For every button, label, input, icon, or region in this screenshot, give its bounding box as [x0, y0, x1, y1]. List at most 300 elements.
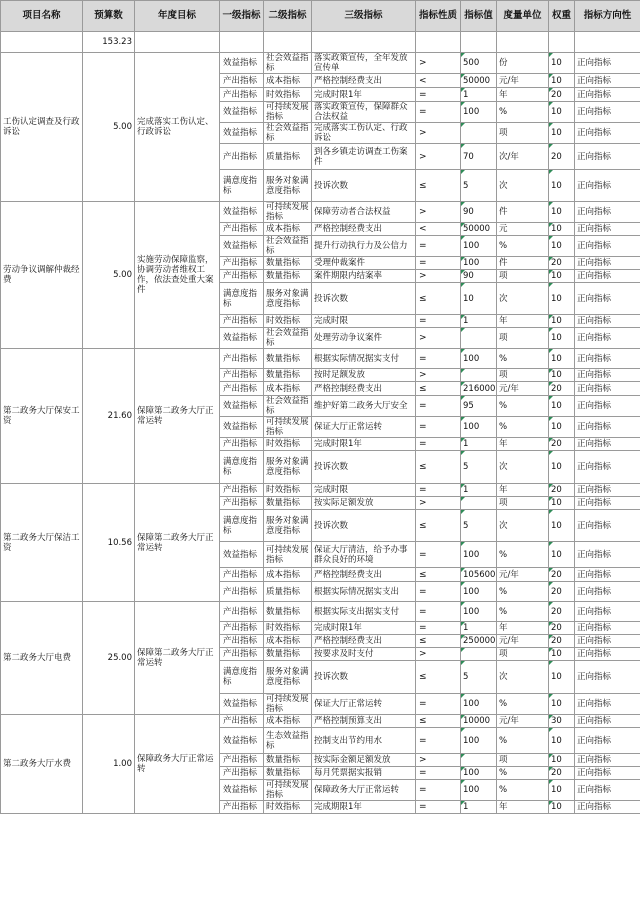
indicator-nature: = — [416, 88, 461, 102]
measure-unit: 元/年 — [497, 635, 549, 648]
indicator-nature: = — [416, 582, 461, 602]
table-row — [1, 349, 640, 369]
level3-indicator: 案件期限内结案率 — [312, 270, 416, 283]
indicator-value: 100 — [461, 767, 497, 780]
project-budget: 25.00 — [83, 602, 135, 715]
direction: 正向指标 — [575, 349, 640, 369]
level3-indicator: 完成落实工伤认定、行政诉讼 — [312, 123, 416, 144]
direction: 正向指标 — [575, 144, 640, 170]
measure-unit: 件 — [497, 202, 549, 223]
indicator-value — [461, 754, 497, 767]
weight: 10 — [549, 74, 575, 88]
level2-indicator: 数量指标 — [264, 270, 312, 283]
measure-unit: % — [497, 102, 549, 123]
indicator-value — [461, 648, 497, 661]
level2-indicator: 可持续发展指标 — [264, 780, 312, 801]
direction: 正向指标 — [575, 451, 640, 484]
header-annual-goal: 年度目标 — [135, 1, 220, 32]
direction: 正向指标 — [575, 223, 640, 236]
level2-indicator: 服务对象满意度指标 — [264, 170, 312, 202]
indicator-value: 5 — [461, 451, 497, 484]
indicator-value: 105600 — [461, 568, 497, 582]
indicator-value: 100 — [461, 542, 497, 568]
project-budget: 1.00 — [83, 715, 135, 814]
measure-unit: % — [497, 728, 549, 754]
project-goal: 完成落实工伤认定、行政诉讼 — [135, 53, 220, 202]
measure-unit: % — [497, 694, 549, 715]
indicator-nature: = — [416, 767, 461, 780]
level2-indicator: 服务对象满意度指标 — [264, 661, 312, 694]
weight: 10 — [549, 315, 575, 328]
measure-unit: % — [497, 582, 549, 602]
weight: 20 — [549, 382, 575, 396]
project-goal: 保障第二政务大厅正常运转 — [135, 602, 220, 715]
level2-indicator: 社会效益指标 — [264, 396, 312, 417]
level3-indicator: 投诉次数 — [312, 283, 416, 315]
level2-indicator: 成本指标 — [264, 635, 312, 648]
level2-indicator: 时效指标 — [264, 801, 312, 814]
level1-indicator: 产出指标 — [220, 270, 264, 283]
direction: 正向指标 — [575, 396, 640, 417]
measure-unit: 项 — [497, 270, 549, 283]
indicator-value: 100 — [461, 236, 497, 257]
level1-indicator: 效益指标 — [220, 53, 264, 74]
weight: 10 — [549, 53, 575, 74]
level3-indicator: 严格控制预算支出 — [312, 715, 416, 728]
level2-indicator: 数量指标 — [264, 257, 312, 270]
level3-indicator: 提升行动执行力及公信力 — [312, 236, 416, 257]
level2-indicator: 数量指标 — [264, 648, 312, 661]
indicator-nature: = — [416, 801, 461, 814]
total-label-cell — [1, 32, 83, 53]
level2-indicator: 服务对象满意度指标 — [264, 510, 312, 542]
direction: 正向指标 — [575, 438, 640, 451]
weight: 10 — [549, 754, 575, 767]
measure-unit: 年 — [497, 622, 549, 635]
project-name: 劳动争议调解仲裁经费 — [1, 202, 83, 349]
indicator-nature: = — [416, 396, 461, 417]
level2-indicator: 社会效益指标 — [264, 236, 312, 257]
level3-indicator: 投诉次数 — [312, 170, 416, 202]
level1-indicator: 产出指标 — [220, 754, 264, 767]
level3-indicator: 完成时限 — [312, 484, 416, 497]
header-budget: 预算数 — [83, 1, 135, 32]
weight: 10 — [549, 801, 575, 814]
indicator-value: 100 — [461, 582, 497, 602]
level2-indicator: 生态效益指标 — [264, 728, 312, 754]
indicator-value: 1 — [461, 484, 497, 497]
indicator-value: 70 — [461, 144, 497, 170]
level2-indicator: 时效指标 — [264, 315, 312, 328]
indicator-nature: ≤ — [416, 715, 461, 728]
direction: 正向指标 — [575, 484, 640, 497]
direction: 正向指标 — [575, 53, 640, 74]
weight: 20 — [549, 767, 575, 780]
level3-indicator: 投诉次数 — [312, 510, 416, 542]
indicator-value — [461, 328, 497, 349]
level2-indicator: 成本指标 — [264, 74, 312, 88]
direction: 正向指标 — [575, 417, 640, 438]
level1-indicator: 效益指标 — [220, 328, 264, 349]
indicator-nature: > — [416, 328, 461, 349]
indicator-nature: > — [416, 202, 461, 223]
level3-indicator: 投诉次数 — [312, 451, 416, 484]
direction: 正向指标 — [575, 780, 640, 801]
level3-indicator: 处理劳动争议案件 — [312, 328, 416, 349]
level3-indicator: 受理仲裁案件 — [312, 257, 416, 270]
level2-indicator: 数量指标 — [264, 754, 312, 767]
direction: 正向指标 — [575, 102, 640, 123]
level1-indicator: 满意度指标 — [220, 510, 264, 542]
total-budget: 153.23 — [83, 32, 135, 53]
weight: 10 — [549, 661, 575, 694]
direction: 正向指标 — [575, 236, 640, 257]
level1-indicator: 满意度指标 — [220, 661, 264, 694]
weight: 20 — [549, 144, 575, 170]
level2-indicator: 质量指标 — [264, 582, 312, 602]
measure-unit: % — [497, 767, 549, 780]
level1-indicator: 产出指标 — [220, 715, 264, 728]
level1-indicator: 效益指标 — [220, 728, 264, 754]
weight: 20 — [549, 484, 575, 497]
level2-indicator: 可持续发展指标 — [264, 202, 312, 223]
indicator-value: 10 — [461, 283, 497, 315]
level1-indicator: 产出指标 — [220, 369, 264, 382]
level1-indicator: 产出指标 — [220, 315, 264, 328]
weight: 10 — [549, 510, 575, 542]
weight: 10 — [549, 417, 575, 438]
indicator-nature: = — [416, 694, 461, 715]
indicator-value: 100 — [461, 257, 497, 270]
weight: 10 — [549, 236, 575, 257]
indicator-value: 5 — [461, 170, 497, 202]
indicator-nature: = — [416, 257, 461, 270]
project-name: 第二政务大厅保安工资 — [1, 349, 83, 484]
project-name: 第二政务大厅保洁工资 — [1, 484, 83, 602]
indicator-value: 10000 — [461, 715, 497, 728]
level3-indicator: 保障政务大厅正常运转 — [312, 780, 416, 801]
weight: 10 — [549, 170, 575, 202]
measure-unit: % — [497, 236, 549, 257]
level3-indicator: 根据实际情况据实支出 — [312, 582, 416, 602]
level3-indicator: 严格控制经费支出 — [312, 223, 416, 236]
weight: 10 — [549, 369, 575, 382]
level1-indicator: 效益指标 — [220, 694, 264, 715]
header-direction: 指标方向性 — [575, 1, 640, 32]
level2-indicator: 数量指标 — [264, 767, 312, 780]
weight: 20 — [549, 438, 575, 451]
level1-indicator: 产出指标 — [220, 635, 264, 648]
level1-indicator: 产出指标 — [220, 382, 264, 396]
project-name: 工伤认定调查及行政诉讼 — [1, 53, 83, 202]
indicator-value: 90 — [461, 202, 497, 223]
indicator-value: 50000 — [461, 223, 497, 236]
measure-unit: 年 — [497, 484, 549, 497]
weight: 10 — [549, 283, 575, 315]
level1-indicator: 产出指标 — [220, 223, 264, 236]
measure-unit: 年 — [497, 88, 549, 102]
weight: 20 — [549, 568, 575, 582]
level2-indicator: 时效指标 — [264, 438, 312, 451]
level2-indicator: 可持续发展指标 — [264, 417, 312, 438]
project-goal: 保障第二政务大厅正常运转 — [135, 484, 220, 602]
level3-indicator: 完成时限1年 — [312, 438, 416, 451]
weight: 10 — [549, 202, 575, 223]
level1-indicator: 效益指标 — [220, 542, 264, 568]
direction: 正向指标 — [575, 582, 640, 602]
measure-unit: 项 — [497, 648, 549, 661]
direction: 正向指标 — [575, 602, 640, 622]
direction: 正向指标 — [575, 622, 640, 635]
indicator-nature: ≤ — [416, 661, 461, 694]
header-level1: 一级指标 — [220, 1, 264, 32]
measure-unit: 项 — [497, 328, 549, 349]
project-budget: 5.00 — [83, 53, 135, 202]
level1-indicator: 产出指标 — [220, 648, 264, 661]
measure-unit: % — [497, 396, 549, 417]
project-name: 第二政务大厅电费 — [1, 602, 83, 715]
direction: 正向指标 — [575, 369, 640, 382]
table-row — [1, 602, 640, 622]
level1-indicator: 效益指标 — [220, 396, 264, 417]
indicator-nature: = — [416, 780, 461, 801]
level1-indicator: 效益指标 — [220, 780, 264, 801]
indicator-nature: ≤ — [416, 451, 461, 484]
level2-indicator: 数量指标 — [264, 602, 312, 622]
indicator-nature: > — [416, 123, 461, 144]
level1-indicator: 效益指标 — [220, 123, 264, 144]
measure-unit: % — [497, 417, 549, 438]
indicator-nature: = — [416, 438, 461, 451]
direction: 正向指标 — [575, 315, 640, 328]
header-row — [1, 1, 640, 32]
level3-indicator: 严格控制经费支出 — [312, 635, 416, 648]
indicator-value — [461, 123, 497, 144]
level3-indicator: 投诉次数 — [312, 661, 416, 694]
level1-indicator: 产出指标 — [220, 349, 264, 369]
weight: 20 — [549, 257, 575, 270]
level1-indicator: 产出指标 — [220, 257, 264, 270]
measure-unit: 元/年 — [497, 715, 549, 728]
measure-unit: 项 — [497, 123, 549, 144]
level3-indicator: 按实际足额发放 — [312, 497, 416, 510]
level3-indicator: 保证大厅正常运转 — [312, 417, 416, 438]
measure-unit: 项 — [497, 754, 549, 767]
level1-indicator: 产出指标 — [220, 801, 264, 814]
measure-unit: 次 — [497, 170, 549, 202]
direction: 正向指标 — [575, 661, 640, 694]
measure-unit: 年 — [497, 801, 549, 814]
level2-indicator: 成本指标 — [264, 382, 312, 396]
weight: 10 — [549, 223, 575, 236]
indicator-nature: = — [416, 236, 461, 257]
level3-indicator: 根据实际支出据实支付 — [312, 602, 416, 622]
level3-indicator: 严格控制经费支出 — [312, 568, 416, 582]
direction: 正向指标 — [575, 328, 640, 349]
direction: 正向指标 — [575, 767, 640, 780]
level2-indicator: 服务对象满意度指标 — [264, 451, 312, 484]
level2-indicator: 可持续发展指标 — [264, 102, 312, 123]
measure-unit: 次/年 — [497, 144, 549, 170]
indicator-nature: ≤ — [416, 382, 461, 396]
level2-indicator: 时效指标 — [264, 88, 312, 102]
indicator-nature: > — [416, 648, 461, 661]
level1-indicator: 产出指标 — [220, 602, 264, 622]
header-project-name: 项目名称 — [1, 1, 83, 32]
header-unit: 度量单位 — [497, 1, 549, 32]
direction: 正向指标 — [575, 74, 640, 88]
weight: 30 — [549, 715, 575, 728]
level1-indicator: 产出指标 — [220, 622, 264, 635]
header-level3: 三级指标 — [312, 1, 416, 32]
measure-unit: 次 — [497, 510, 549, 542]
level3-indicator: 控制支出节约用水 — [312, 728, 416, 754]
level1-indicator: 效益指标 — [220, 417, 264, 438]
direction: 正向指标 — [575, 283, 640, 315]
measure-unit: 次 — [497, 283, 549, 315]
level2-indicator: 数量指标 — [264, 497, 312, 510]
indicator-value: 1 — [461, 315, 497, 328]
indicator-nature: = — [416, 484, 461, 497]
project-goal: 保障政务大厅正常运转 — [135, 715, 220, 814]
level2-indicator: 社会效益指标 — [264, 328, 312, 349]
project-goal: 实施劳动保障监察，协调劳动者维权工作，依法查处重大案件 — [135, 202, 220, 349]
level1-indicator: 产出指标 — [220, 88, 264, 102]
direction: 正向指标 — [575, 270, 640, 283]
indicator-nature: = — [416, 417, 461, 438]
weight: 20 — [549, 602, 575, 622]
indicator-nature: = — [416, 315, 461, 328]
measure-unit: % — [497, 602, 549, 622]
measure-unit: 元/年 — [497, 568, 549, 582]
level2-indicator: 成本指标 — [264, 223, 312, 236]
indicator-nature: = — [416, 602, 461, 622]
level3-indicator: 每月凭票据实报销 — [312, 767, 416, 780]
level1-indicator: 效益指标 — [220, 102, 264, 123]
direction: 正向指标 — [575, 88, 640, 102]
indicator-nature: > — [416, 53, 461, 74]
level3-indicator: 严格控制经费支出 — [312, 382, 416, 396]
weight: 10 — [549, 497, 575, 510]
indicator-nature: = — [416, 728, 461, 754]
indicator-value — [461, 497, 497, 510]
level1-indicator: 产出指标 — [220, 497, 264, 510]
level1-indicator: 产出指标 — [220, 582, 264, 602]
level3-indicator: 保证大厅清洁，给予办事群众良好的环境 — [312, 542, 416, 568]
table-row — [1, 715, 640, 728]
level1-indicator: 满意度指标 — [220, 170, 264, 202]
level2-indicator: 可持续发展指标 — [264, 542, 312, 568]
level3-indicator: 严格控制经费支出 — [312, 74, 416, 88]
indicator-value: 90 — [461, 270, 497, 283]
indicator-value: 1 — [461, 622, 497, 635]
header-weight: 权重 — [549, 1, 575, 32]
direction: 正向指标 — [575, 257, 640, 270]
weight: 10 — [549, 728, 575, 754]
direction: 正向指标 — [575, 648, 640, 661]
indicator-value: 100 — [461, 728, 497, 754]
indicator-value: 100 — [461, 780, 497, 801]
level3-indicator: 按实际金额足额发放 — [312, 754, 416, 767]
weight: 10 — [549, 648, 575, 661]
indicator-nature: > — [416, 144, 461, 170]
indicator-nature: < — [416, 223, 461, 236]
measure-unit: % — [497, 780, 549, 801]
indicator-nature: ≤ — [416, 635, 461, 648]
level2-indicator: 时效指标 — [264, 622, 312, 635]
measure-unit: 份 — [497, 53, 549, 74]
indicator-value: 100 — [461, 602, 497, 622]
measure-unit: % — [497, 542, 549, 568]
direction: 正向指标 — [575, 123, 640, 144]
level3-indicator: 完成期限1年 — [312, 801, 416, 814]
measure-unit: 项 — [497, 369, 549, 382]
weight: 10 — [549, 328, 575, 349]
level2-indicator: 质量指标 — [264, 144, 312, 170]
direction: 正向指标 — [575, 728, 640, 754]
indicator-nature: > — [416, 754, 461, 767]
indicator-nature: = — [416, 622, 461, 635]
level1-indicator: 产出指标 — [220, 484, 264, 497]
indicator-value: 100 — [461, 349, 497, 369]
level3-indicator: 落实政策宣传，保障群众合法权益 — [312, 102, 416, 123]
level1-indicator: 效益指标 — [220, 202, 264, 223]
indicator-nature: < — [416, 74, 461, 88]
indicator-nature: = — [416, 349, 461, 369]
direction: 正向指标 — [575, 694, 640, 715]
indicator-value: 500 — [461, 53, 497, 74]
indicator-nature: ≤ — [416, 283, 461, 315]
level3-indicator: 落实政策宣传，全年发放宣传单 — [312, 53, 416, 74]
table-row — [1, 202, 640, 223]
indicator-nature: ≤ — [416, 510, 461, 542]
weight: 10 — [549, 349, 575, 369]
measure-unit: 元 — [497, 223, 549, 236]
level2-indicator: 社会效益指标 — [264, 123, 312, 144]
level1-indicator: 效益指标 — [220, 236, 264, 257]
level2-indicator: 服务对象满意度指标 — [264, 283, 312, 315]
level1-indicator: 满意度指标 — [220, 451, 264, 484]
indicator-value: 5 — [461, 510, 497, 542]
measure-unit: 年 — [497, 315, 549, 328]
weight: 20 — [549, 88, 575, 102]
indicator-value: 250000 — [461, 635, 497, 648]
level2-indicator: 成本指标 — [264, 568, 312, 582]
direction: 正向指标 — [575, 510, 640, 542]
total-row — [1, 32, 640, 53]
indicator-value: 1 — [461, 438, 497, 451]
level2-indicator: 可持续发展指标 — [264, 694, 312, 715]
measure-unit: 件 — [497, 257, 549, 270]
weight: 10 — [549, 542, 575, 568]
direction: 正向指标 — [575, 202, 640, 223]
direction: 正向指标 — [575, 382, 640, 396]
weight: 20 — [549, 622, 575, 635]
level2-indicator: 数量指标 — [264, 349, 312, 369]
indicator-value: 1 — [461, 801, 497, 814]
indicator-value: 50000 — [461, 74, 497, 88]
direction: 正向指标 — [575, 715, 640, 728]
indicator-value — [461, 369, 497, 382]
project-budget: 5.00 — [83, 202, 135, 349]
direction: 正向指标 — [575, 568, 640, 582]
indicator-nature: > — [416, 369, 461, 382]
weight: 10 — [549, 102, 575, 123]
indicator-nature: = — [416, 102, 461, 123]
measure-unit: 元/年 — [497, 74, 549, 88]
level2-indicator: 数量指标 — [264, 369, 312, 382]
indicator-value: 95 — [461, 396, 497, 417]
